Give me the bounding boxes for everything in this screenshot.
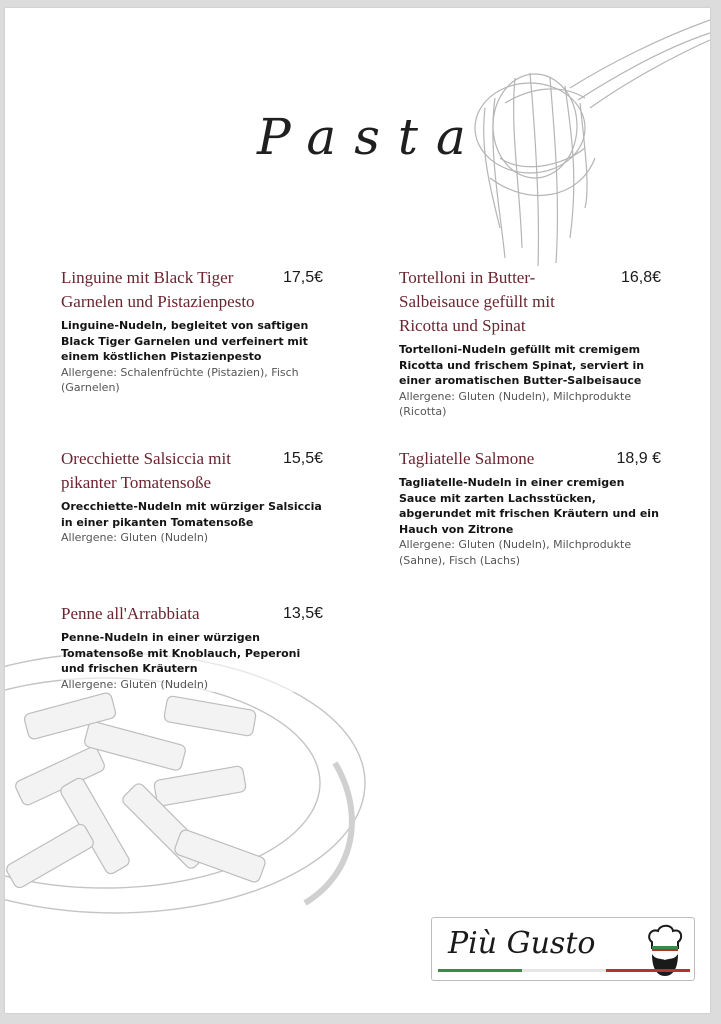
item-allergens: Allergene: Gluten (Nudeln), Milchprodukte (Sahne), Fisch (Lachs) <box>399 538 632 567</box>
logo-text: Più Gusto <box>448 926 596 961</box>
restaurant-logo <box>431 917 695 981</box>
page-title: Pasta <box>257 108 484 166</box>
item-description: Tagliatelle-Nudeln in einer cremigen Sauce mit zarten Lachsstücken, abgerundet mit frischen Kräutern und ein Hauch von Zitrone <box>399 476 659 536</box>
item-price: 17,5€ <box>282 269 323 286</box>
item-description: Penne-Nudeln in einer würzigen Tomatensoße mit Knoblauch, Peperoni und frischen Kräutern <box>61 631 301 675</box>
item-name: Penne all'Arrabbiata <box>61 604 200 623</box>
italian-flag-line <box>438 969 690 972</box>
item-price: 15,5€ <box>282 450 323 467</box>
item-description: Linguine-Nudeln, begleitet von saftigen Black Tiger Garnelen und verfeinert mit einem köstlichen Pistazienpesto <box>61 319 309 363</box>
item-name: Linguine mit Black Tiger Garnelen und Pistazienpesto <box>61 268 255 311</box>
item-allergens: Allergene: Gluten (Nudeln), Milchprodukte (Ricotta) <box>399 389 632 418</box>
item-description: Tortelloni-Nudeln gefüllt mit cremigem Ricotta und frischem Spinat, serviert in einer aromatischen Butter-Salbeisauce <box>399 343 645 387</box>
item-description: Orecchiette-Nudeln mit würziger Salsiccia in einer pikanten Tomatensoße <box>61 500 322 529</box>
item-name: Orecchiette Salsiccia mit pikanter Tomatensoße <box>61 449 231 492</box>
menu-page <box>5 8 710 1013</box>
item-allergens: Allergene: Gluten (Nudeln) <box>61 531 209 544</box>
item-name: Tagliatelle Salmone <box>399 449 535 468</box>
menu-item <box>399 447 661 568</box>
item-price: 16,8€ <box>620 269 661 286</box>
item-allergens: Allergene: Schalenfrüchte (Pistazien), Fisch (Garnelen) <box>61 365 299 394</box>
item-price: 18,9 € <box>616 450 661 467</box>
menu-item <box>61 266 323 396</box>
item-price: 13,5€ <box>282 605 323 622</box>
item-name: Tortelloni in Butter-Salbeisauce gefüllt mit Ricotta und Spinat <box>399 268 555 335</box>
menu-item <box>61 447 323 546</box>
spaghetti-fork-illustration <box>460 8 710 268</box>
menu-item <box>61 602 323 692</box>
item-allergens: Allergene: Gluten (Nudeln) <box>61 677 209 691</box>
menu-item <box>399 266 661 420</box>
